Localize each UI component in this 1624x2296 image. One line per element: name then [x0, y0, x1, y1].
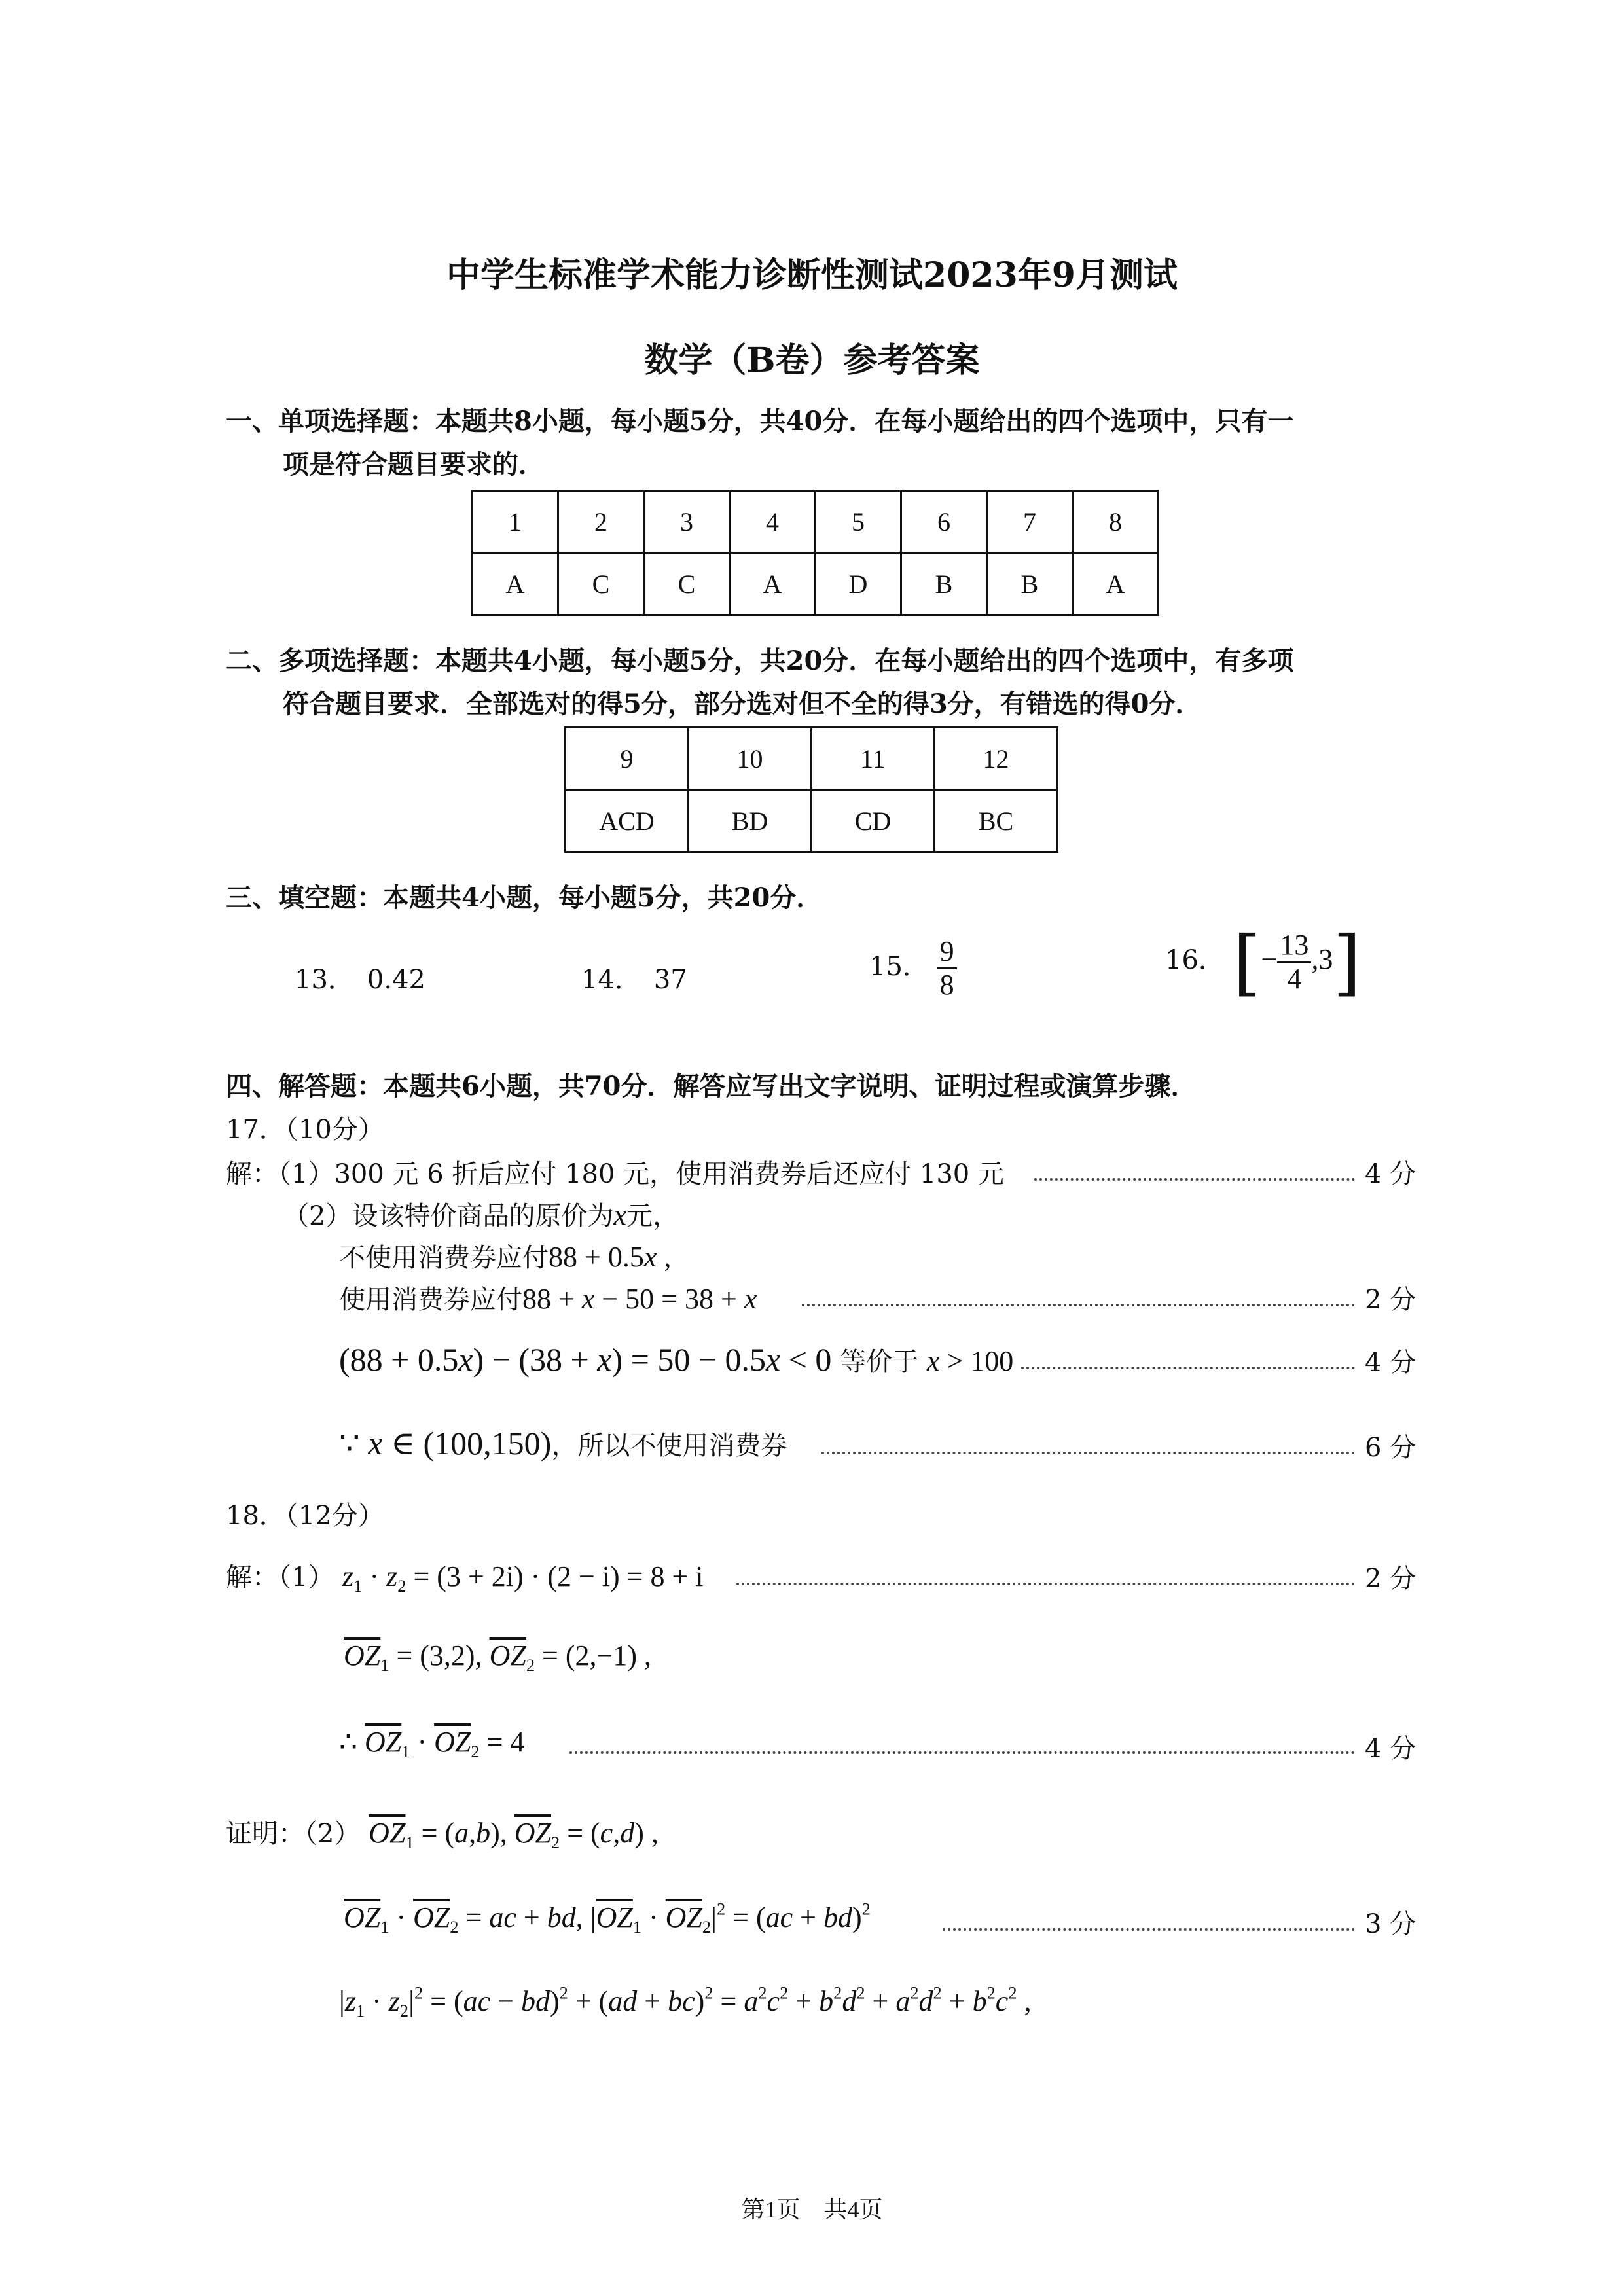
- q17-part2-text: （2）设该特价商品的原价为: [283, 1201, 614, 1231]
- q18-proof-line3: $|z_1 \cdot z_2|^2 = (ac - bd)^2 + (ad + bc)^2 = a^2c^2 + b^2d^2 + a^2d^2 + b^2c^2$ ,: [339, 1983, 1032, 2021]
- score-q17-b: 2 分: [1365, 1285, 1416, 1315]
- q18-part1-label: 解：（1）: [226, 1562, 334, 1592]
- q15-number: 15．: [869, 951, 929, 982]
- q17-no-coupon: 不使用消费券应付88 + 0.5x ,: [339, 1241, 672, 1273]
- section-3-heading: 三、填空题：本题共4小题，每小题5分，共20分．: [226, 882, 823, 913]
- fill-answer-15: [869, 936, 957, 1001]
- table-answer-cell-3: A: [730, 553, 816, 615]
- table-answer-cell-6: B: [987, 553, 1073, 615]
- q17-part2: （2）设该特价商品的原价为x元，: [283, 1199, 679, 1231]
- q17-conclusion: ∵ x ∈ (100,150)，所以不使用消费券: [339, 1425, 787, 1462]
- q18-vectors: $\overline{OZ}_1 = (3,2)$, $\overline{OZ}_2 = (2,-1)$ ,: [344, 1640, 651, 1676]
- q18-proof-line2: $\overline{OZ}_1 \cdot \overline{OZ}_2$ = ac + bd, $|\overline{OZ}_1 \cdot \overline{OZ}_2|^2 = (ac + bd)^2$: [344, 1899, 871, 1937]
- q17-part2-unit: 元，: [626, 1201, 679, 1231]
- q16-fraction: [1277, 929, 1311, 995]
- table-answer-cell-1: BD: [689, 790, 812, 852]
- q18-proof-label: 证明：（2）: [226, 1819, 361, 1849]
- q17-with-coupon: 使用消费券应付88 + x − 50 = 38 + x: [339, 1283, 757, 1315]
- q16-numerator: 13: [1277, 929, 1311, 963]
- q14-answer: 37: [653, 965, 687, 995]
- section-2-heading: 二、多项选择题：本题共4小题，每小题5分，共20分．在每小题给出的四个选项中，有多项: [226, 645, 1294, 676]
- page-subtitle: 数学（B卷）参考答案: [644, 340, 980, 380]
- dot-leader: [1034, 1178, 1355, 1181]
- table-header-cell-6: 7: [987, 491, 1073, 553]
- q17-part1: 解：（1）300 元 6 折后应付 180 元，使用消费券后还应付 130 元: [226, 1159, 1004, 1189]
- table-answer-cell-2: C: [644, 553, 730, 615]
- dot-leader: [1021, 1367, 1355, 1369]
- q15-fraction: [937, 936, 957, 1001]
- q17-conclusion-text: ，所以不使用消费券: [551, 1431, 787, 1461]
- dot-leader: [802, 1304, 1355, 1306]
- dot-leader: [569, 1751, 1355, 1754]
- fill-answer-13: [295, 959, 425, 996]
- table-answer-cell-3: BC: [935, 790, 1058, 852]
- right-bracket: ]: [1333, 920, 1362, 1004]
- table-answer-cell-0: A: [473, 553, 558, 615]
- q17-compare-text: 等价于: [840, 1347, 919, 1377]
- q14-number: 14．: [581, 965, 641, 995]
- score-q18-a: 2 分: [1365, 1564, 1416, 1594]
- q15-numerator: 9: [937, 936, 957, 969]
- table-header-cell-3: 4: [730, 491, 816, 553]
- q13-answer: 0.42: [367, 965, 425, 995]
- q18-heading: 18．（12分）: [226, 1501, 384, 1531]
- dot-leader: [821, 1452, 1355, 1454]
- table-header-cell-1: 10: [689, 728, 812, 790]
- q17-with-coupon-text: 使用消费券应付: [339, 1285, 522, 1315]
- section-1-heading-cont: 项是符合题目要求的．: [283, 449, 545, 480]
- table-header-cell-1: 2: [558, 491, 644, 553]
- fill-answer-16: [1165, 920, 1362, 1004]
- q13-number: 13．: [295, 965, 354, 995]
- q16-number: 16．: [1165, 945, 1225, 975]
- q15-denominator: 8: [939, 969, 954, 1001]
- single-choice-answer-table: [471, 490, 1159, 616]
- table-header-cell-0: 9: [566, 728, 689, 790]
- q16-denominator: 4: [1287, 962, 1302, 995]
- q16-tail: ,3: [1311, 943, 1333, 975]
- section-4-heading: 四、解答题：本题共6小题，共70分．解答应写出文字说明、证明过程或演算步骤．: [226, 1071, 1197, 1102]
- q18-dot-product: ∴ $\overline{OZ}_1 \cdot \overline{OZ}_2 = 4$: [339, 1726, 525, 1762]
- table-header-cell-0: 1: [473, 491, 558, 553]
- dot-leader: [943, 1928, 1355, 1931]
- section-2-heading-cont: 符合题目要求．全部选对的得5分，部分选对但不全的得3分，有错选的得0分．: [283, 689, 1202, 719]
- table-answer-cell-2: CD: [812, 790, 935, 852]
- table-answer-cell-5: B: [901, 553, 987, 615]
- score-q17-c: 4 分: [1365, 1348, 1416, 1378]
- q18-proof: 证明：（2） $\overline{OZ}_1 = (a,b)$, $\overline{OZ}_2 = (c,d)$ ,: [226, 1817, 659, 1853]
- table-header-cell-4: 5: [816, 491, 901, 553]
- q17-heading: 17．（10分）: [226, 1115, 384, 1145]
- dot-leader: [736, 1583, 1355, 1585]
- q16-minus: −: [1261, 943, 1278, 975]
- table-header-cell-7: 8: [1073, 491, 1159, 553]
- multi-choice-answer-table: [564, 726, 1058, 853]
- q17-no-coupon-text: 不使用消费券应付: [339, 1243, 549, 1273]
- fill-answer-14: [581, 959, 687, 996]
- table-header-cell-2: 11: [812, 728, 935, 790]
- table-header-cell-3: 12: [935, 728, 1058, 790]
- score-q18-b: 4 分: [1365, 1734, 1416, 1764]
- section-1-heading: 一、单项选择题：本题共8小题，每小题5分，共40分．在每小题给出的四个选项中，只有一: [226, 406, 1294, 437]
- page-footer: 第1页 共4页: [741, 2197, 883, 2223]
- q17-compare: (88 + 0.5x) − (38 + x) = 50 − 0.5x < 0 等价于 x > 100: [339, 1341, 1014, 1378]
- table-answer-cell-0: ACD: [566, 790, 689, 852]
- table-answer-cell-7: A: [1073, 553, 1159, 615]
- table-header-cell-2: 3: [644, 491, 730, 553]
- table-answer-cell-1: C: [558, 553, 644, 615]
- score-q17-d: 6 分: [1365, 1433, 1416, 1463]
- page-title: 中学生标准学术能力诊断性测试2023年9月测试: [446, 255, 1178, 295]
- score-q18-c: 3 分: [1365, 1909, 1416, 1939]
- table-header-cell-5: 6: [901, 491, 987, 553]
- table-answer-cell-4: D: [816, 553, 901, 615]
- score-q17-a: 4 分: [1365, 1159, 1416, 1189]
- q18-part1: 解：（1） $z_1 \cdot z_2 = (3 + 2i) \cdot (2 - i) = 8 + i$: [226, 1560, 704, 1596]
- left-bracket: [: [1233, 920, 1261, 1004]
